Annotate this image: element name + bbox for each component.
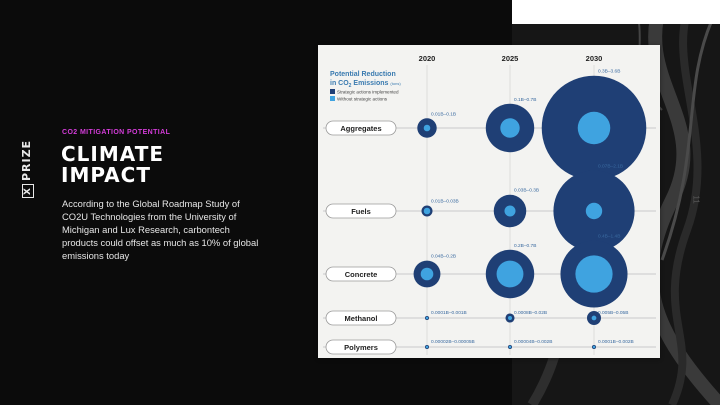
bubble-without-concrete-2025 (497, 261, 524, 288)
bubble-value-fuels-2025: 0.03B–0.3B (514, 188, 540, 194)
bubble-value-fuels-2030: 0.07B–2.1B (598, 164, 624, 170)
bubble-without-aggregates-2025 (500, 118, 519, 137)
corner-highlight (512, 0, 720, 24)
body-paragraph: According to the Global Roadmap Study of CO2U Technologies from the University of Michigan and Lux Research, carbontech products could offset as much as 10% of global emissions today (62, 198, 259, 261)
chart-title-line2 (330, 80, 401, 89)
legend-swatch-without (330, 96, 335, 101)
bubble-chart-figure (318, 45, 660, 358)
category-label-methanol: Methanol (344, 314, 378, 323)
logo-x-mark: X (22, 184, 34, 198)
bubble-without-fuels-2030 (586, 203, 602, 219)
bubble-without-polymers-2030 (593, 346, 595, 348)
logo-wordmark: PRIZE (20, 139, 33, 182)
year-label-2020: 2020 (418, 54, 436, 63)
bubble-value-polymers-2025: 0.00004B–0.002B (514, 340, 553, 345)
category-label-aggregates: Aggregates (340, 124, 382, 133)
bubble-value-concrete-2025: 0.2B–0.7B (514, 243, 537, 249)
legend-label-strategic: Strategic actions implemented (337, 89, 399, 95)
bubble-without-fuels-2020 (424, 208, 431, 215)
legend-swatch-strategic (330, 89, 335, 94)
page-title: CLIMATE IMPACT (61, 142, 164, 187)
bubble-value-aggregates-2025: 0.1B–0.7B (514, 97, 537, 103)
bubble-value-methanol-2025: 0.0008B–0.02B (514, 311, 548, 316)
bubble-value-aggregates-2020: 0.01B–0.1B (431, 112, 457, 118)
bubble-value-methanol-2020: 0.0001B–0.001B (431, 311, 467, 316)
bubble-without-aggregates-2030 (578, 112, 611, 145)
year-label-2030: 2030 (585, 54, 603, 63)
page-number: 11 (691, 195, 701, 204)
category-label-concrete: Concrete (344, 270, 378, 279)
bubble-value-methanol-2030: 0.005B–0.05B (598, 311, 629, 316)
category-label-polymers: Polymers (344, 343, 378, 352)
bubble-without-methanol-2020 (426, 317, 428, 319)
eyebrow-label: CO2 MITIGATION POTENTIAL (62, 129, 171, 136)
legend-label-without: Without strategic actions (337, 96, 388, 102)
year-label-2025: 2025 (501, 54, 519, 63)
chart-title-end: Emissions (351, 80, 389, 87)
chart-title-co: in CO (330, 80, 349, 87)
bubble-value-concrete-2030: 0.4B–1.4B (598, 234, 621, 240)
bubble-without-polymers-2020 (426, 346, 428, 348)
chart-title-unit: (tons) (390, 81, 401, 86)
bubble-without-aggregates-2020 (424, 125, 431, 132)
category-label-fuels: Fuels (351, 207, 371, 216)
bubble-value-polymers-2030: 0.0001B–0.002B (598, 340, 634, 345)
bubble-without-fuels-2025 (504, 205, 515, 216)
bubble-chart (318, 45, 660, 358)
bubble-value-polymers-2020: 0.00002B–0.00005B (431, 340, 475, 345)
bubble-without-concrete-2020 (421, 268, 434, 281)
bubble-without-methanol-2030 (592, 316, 597, 321)
bubble-without-polymers-2025 (509, 346, 511, 348)
xprize-logo (20, 140, 34, 198)
bubble-without-methanol-2025 (508, 316, 512, 320)
chart-title-line1: Potential Reduction (330, 71, 396, 78)
bubble-without-concrete-2030 (575, 255, 612, 292)
bubble-value-fuels-2020: 0.01B–0.03B (431, 199, 459, 205)
bubble-value-aggregates-2030: 0.3B–3.6B (598, 69, 621, 75)
bubble-value-concrete-2020: 0.04B–0.2B (431, 254, 457, 260)
chart-title-sub: 2 (348, 83, 352, 89)
